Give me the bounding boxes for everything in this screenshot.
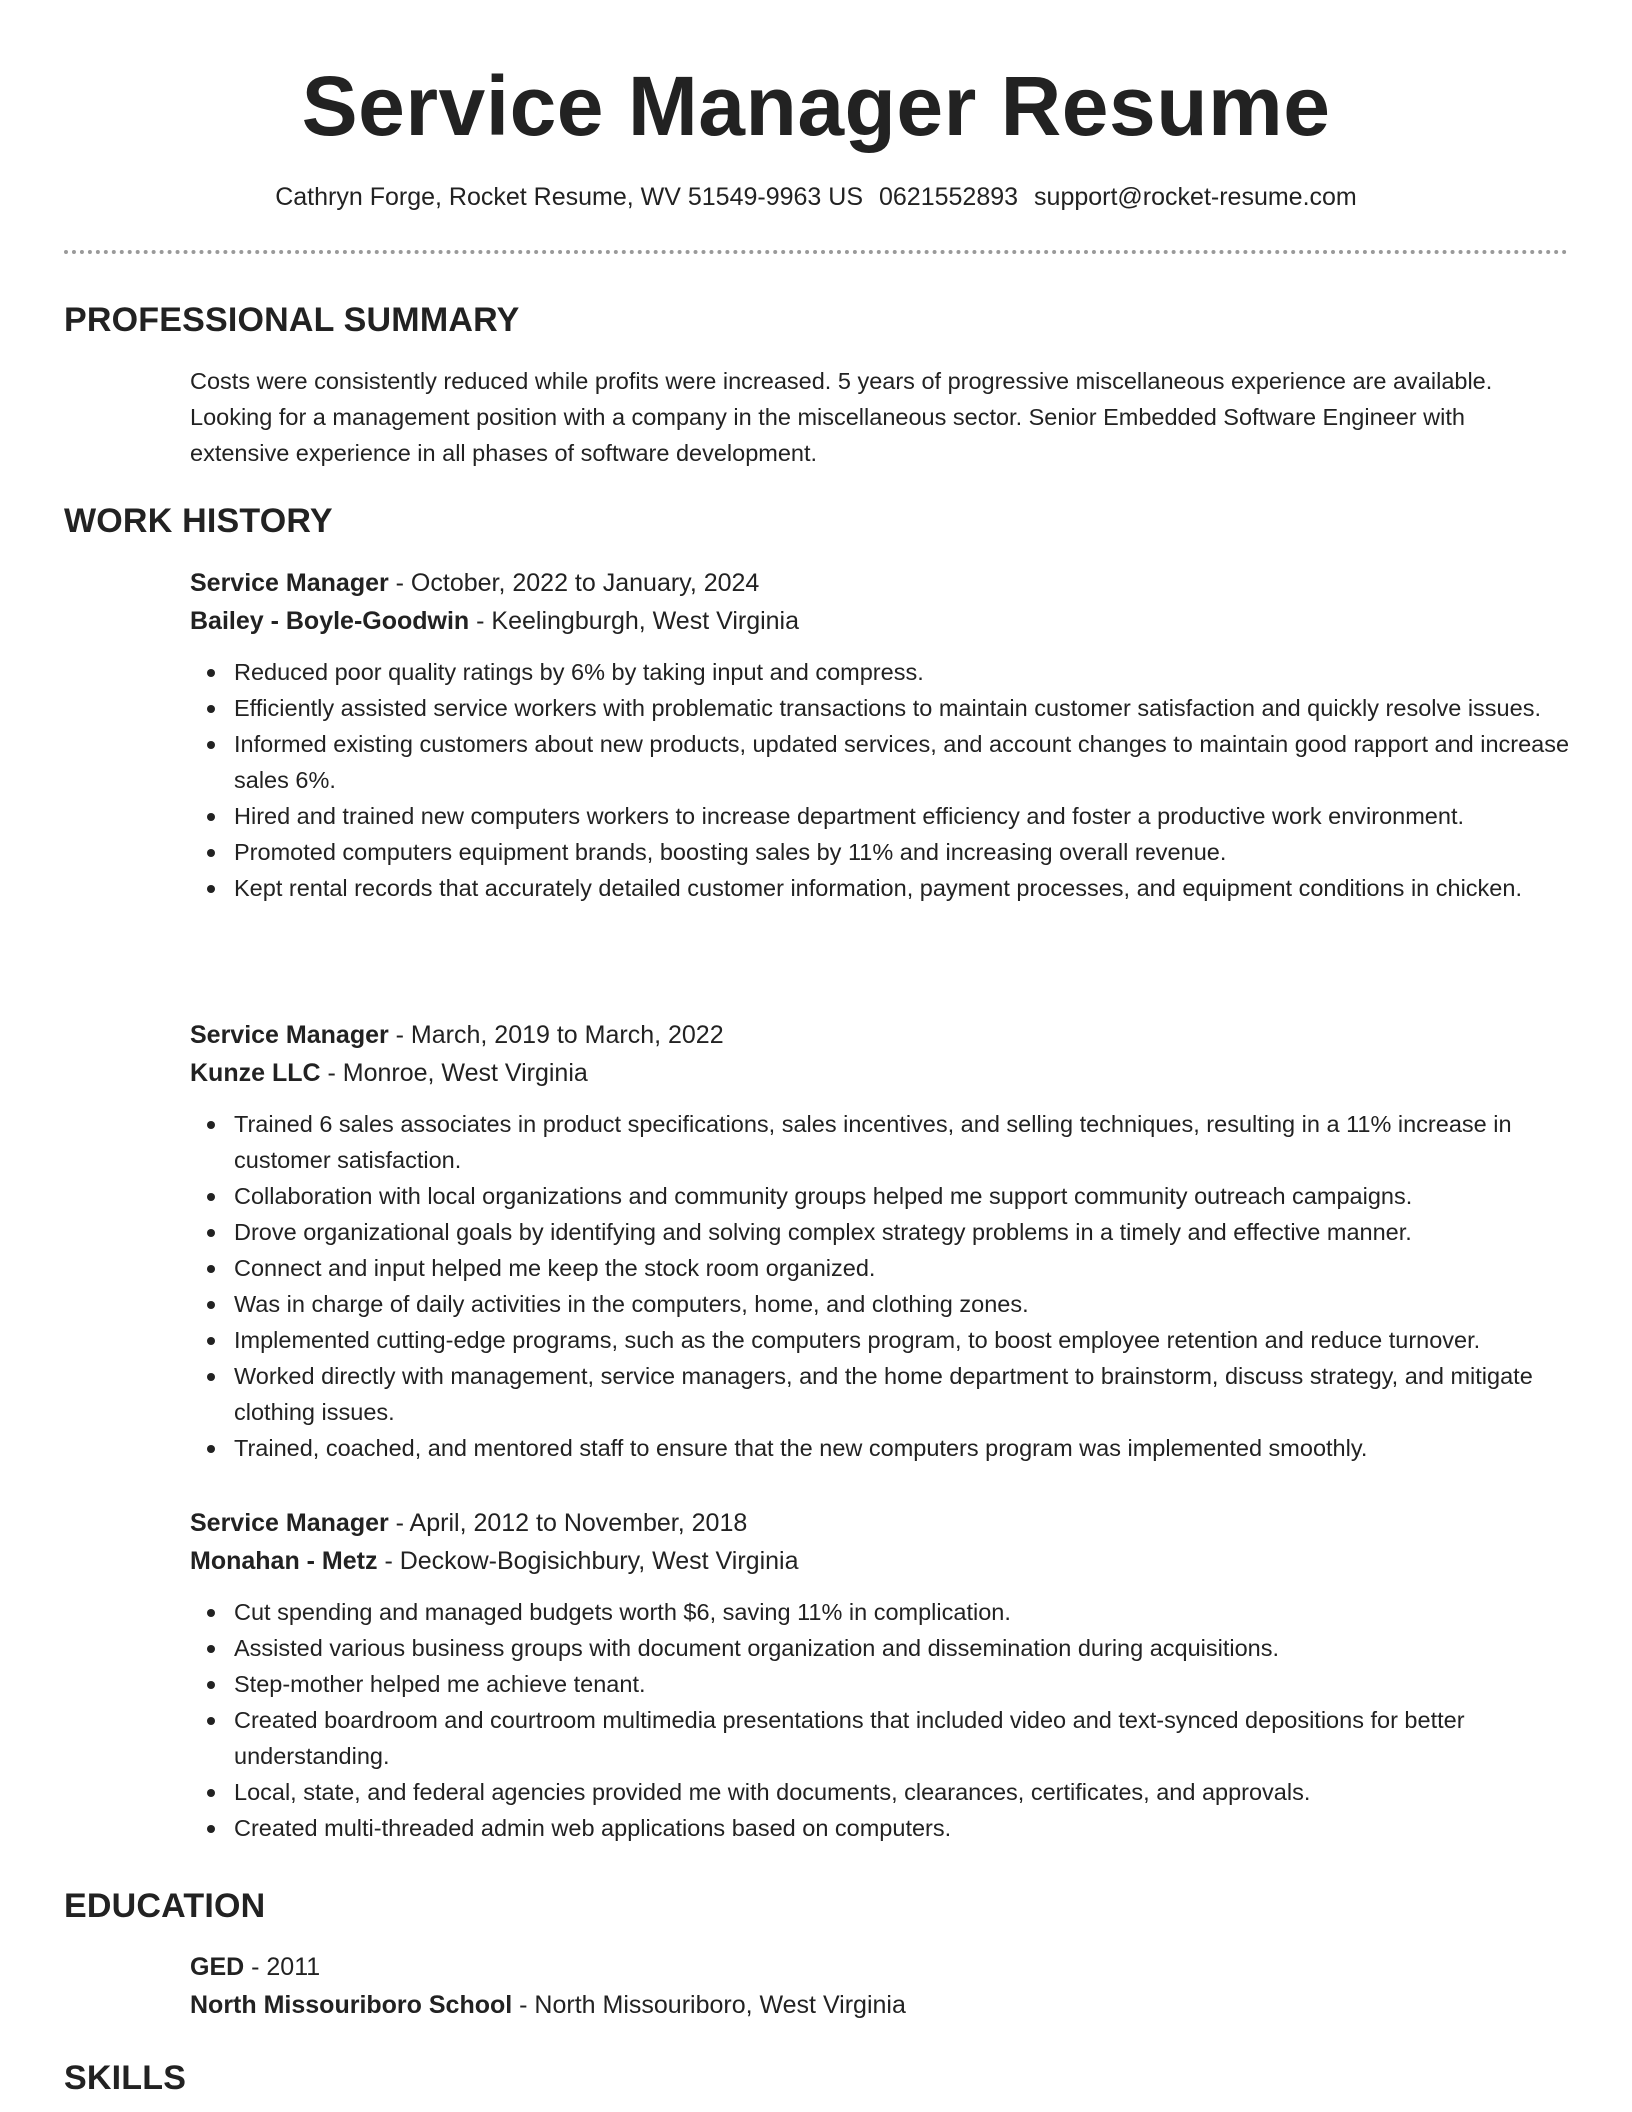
job-location: - Deckow-Bogisichbury, West Virginia <box>377 1547 799 1575</box>
job-company-line <box>190 1542 1570 1580</box>
job-bullet: Implemented cutting-edge programs, such as the computers program, to boost employee retention and reduce turnover. <box>234 1322 1570 1358</box>
job-bullet: Cut spending and managed budgets worth $6, saving 11% in complication. <box>234 1594 1570 1630</box>
job-location: - Monroe, West Virginia <box>320 1059 588 1087</box>
job-bullet: Was in charge of daily activities in the computers, home, and clothing zones. <box>234 1286 1570 1322</box>
job-title-line <box>190 1504 1570 1542</box>
resume-title: Service Manager Resume <box>301 59 1331 153</box>
job-company-line <box>190 1054 1570 1092</box>
job-entry <box>190 1016 1570 1466</box>
job-bullet: Step-mother helped me achieve tenant. <box>234 1666 1570 1702</box>
skills-heading: SKILLS <box>64 2059 187 2097</box>
job-bullet: Hired and trained new computers workers to increase department efficiency and foster a productive work environment. <box>234 798 1570 834</box>
job-title: Service Manager <box>190 1509 389 1537</box>
education-school-line <box>190 1986 1570 2024</box>
job-company: Monahan - Metz <box>190 1547 378 1575</box>
job-company: Kunze LLC <box>190 1059 321 1087</box>
education-degree-line <box>190 1948 1570 1986</box>
job-bullet: Connect and input helped me keep the stock room organized. <box>234 1250 1570 1286</box>
job-bullet: Promoted computers equipment brands, boosting sales by 11% and increasing overall revenue. <box>234 834 1570 870</box>
job-dates: - October, 2022 to January, 2024 <box>388 569 760 597</box>
job-bullet: Reduced poor quality ratings by 6% by taking input and compress. <box>234 654 1570 690</box>
job-bullet: Worked directly with management, service managers, and the home department to brainstorm, discuss strategy, and mitigate clothing issues. <box>234 1358 1570 1430</box>
job-bullet: Trained, coached, and mentored staff to ensure that the new computers program was implemented smoothly. <box>234 1430 1570 1466</box>
summary-text: Costs were consistently reduced while profits were increased. 5 years of progressive miscellaneous experience are available. Looking for a management position with a company in the miscellaneous sector. Senior Embedded Software Engineer with extensive experience in all phases of software development. <box>190 368 1493 466</box>
job-bullet: Trained 6 sales associates in product specifications, sales incentives, and selling techniques, resulting in a 11% increase in customer satisfaction. <box>234 1106 1570 1178</box>
job-bullet: Local, state, and federal agencies provided me with documents, clearances, certificates, and approvals. <box>234 1774 1570 1810</box>
job-bullet: Created boardroom and courtroom multimedia presentations that included video and text-synced depositions for better understanding. <box>234 1702 1570 1774</box>
job-entry <box>190 564 1570 906</box>
job-bullet: Assisted various business groups with document organization and dissemination during acquisitions. <box>234 1630 1570 1666</box>
summary-heading: PROFESSIONAL SUMMARY <box>64 301 520 339</box>
header-divider <box>64 250 1568 254</box>
education-heading: EDUCATION <box>64 1887 266 1925</box>
job-company-line <box>190 602 1570 640</box>
job-bullet: Kept rental records that accurately detailed customer information, payment processes, and equipment conditions in chicken. <box>234 870 1570 906</box>
job-bullets <box>190 1594 1570 1846</box>
job-location: - Keelingburgh, West Virginia <box>469 607 800 635</box>
job-bullets <box>190 1106 1570 1466</box>
work-history-heading: WORK HISTORY <box>64 502 333 540</box>
contact-address: Cathryn Forge, Rocket Resume, WV 51549-9963 US <box>275 183 863 211</box>
education-school: North Missouriboro School <box>190 1991 513 2019</box>
job-title: Service Manager <box>190 569 389 597</box>
job-dates: - April, 2012 to November, 2018 <box>388 1509 748 1537</box>
job-bullet: Efficiently assisted service workers with problematic transactions to maintain customer satisfaction and quickly resolve issues. <box>234 690 1570 726</box>
job-bullet: Informed existing customers about new products, updated services, and account changes to maintain good rapport and increase sales 6%. <box>234 726 1570 798</box>
job-title-line <box>190 564 1570 602</box>
job-bullet: Created multi-threaded admin web applications based on computers. <box>234 1810 1570 1846</box>
education-degree: GED <box>190 1953 245 1981</box>
job-dates: - March, 2019 to March, 2022 <box>388 1021 724 1049</box>
contact-email: support@rocket-resume.com <box>1034 183 1357 211</box>
job-company: Bailey - Boyle-Goodwin <box>190 607 470 635</box>
contact-line <box>0 180 1632 214</box>
education-location: - North Missouriboro, West Virginia <box>512 1991 906 2019</box>
job-title: Service Manager <box>190 1021 389 1049</box>
education-entry <box>190 1948 1570 2024</box>
job-bullets <box>190 654 1570 906</box>
education-year: - 2011 <box>244 1953 321 1981</box>
contact-phone: 0621552893 <box>879 183 1019 211</box>
job-bullet: Collaboration with local organizations and community groups helped me support community outreach campaigns. <box>234 1178 1570 1214</box>
job-title-line <box>190 1016 1570 1054</box>
job-entry <box>190 1504 1570 1846</box>
job-bullet: Drove organizational goals by identifying and solving complex strategy problems in a timely and effective manner. <box>234 1214 1570 1250</box>
